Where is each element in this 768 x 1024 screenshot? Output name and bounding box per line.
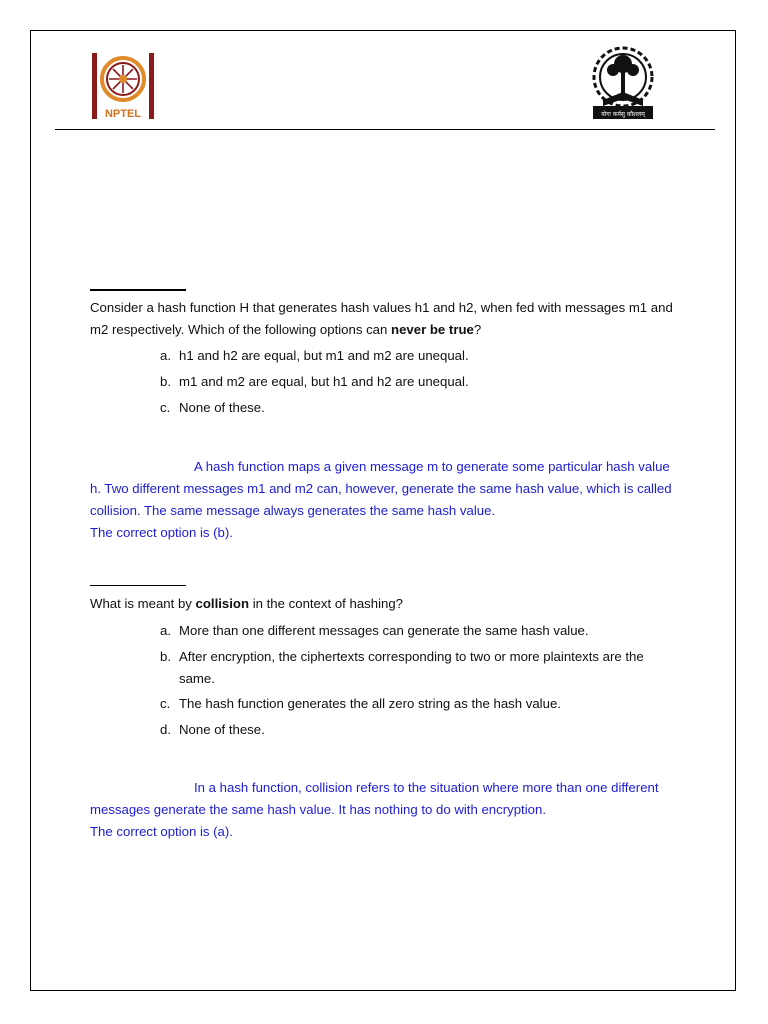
question-2-option-c: c. The hash function generates the all zero string as the hash value. [160, 696, 561, 711]
question-2-correct-option: The correct option is (a). [90, 824, 233, 839]
question-1-option-b: b. m1 and m2 are equal, but h1 and h2 are unequal. [160, 374, 469, 389]
question-1-answer: A hash function maps a given message m to generate some particular hash value h. Two different messages m1 and m2 can, however, generate the same hash value, which is called collision. The same message always generates the same hash value. [90, 459, 672, 518]
iit-kharagpur-emblem [589, 44, 657, 122]
question-1-correct-option: The correct option is (b). [90, 525, 233, 540]
nptel-logo [90, 51, 158, 123]
question-1-prompt: Consider a hash function H that generates hash values h1 and h2, when fed with messages m1 and m2 respectively. Which of the following options can never be true? [90, 300, 673, 337]
emblem-motto: योगः कर्मसु कौशलम् [601, 111, 645, 118]
question-2-option-d: d. None of these. [160, 722, 265, 737]
nptel-logo-text: NPTEL [104, 108, 142, 120]
question-1-option-c: c. None of these. [160, 400, 265, 415]
question-2-answer: In a hash function, collision refers to the situation where more than one different messages generate the same hash value. It has nothing to do with encryption. [90, 780, 659, 817]
question-2-option-a: a. More than one different messages can generate the same hash value. [160, 623, 589, 638]
question-2-option-b: b. After encryption, the ciphertexts corresponding to two or more plaintexts are the same. [160, 649, 644, 686]
header-rule [55, 129, 715, 130]
question-1-option-a: a. h1 and h2 are equal, but m1 and m2 are unequal. [160, 348, 469, 363]
question-1-rule [90, 289, 186, 291]
question-2-rule [90, 585, 186, 586]
question-2-prompt: What is meant by collision in the context of hashing? [90, 596, 404, 611]
